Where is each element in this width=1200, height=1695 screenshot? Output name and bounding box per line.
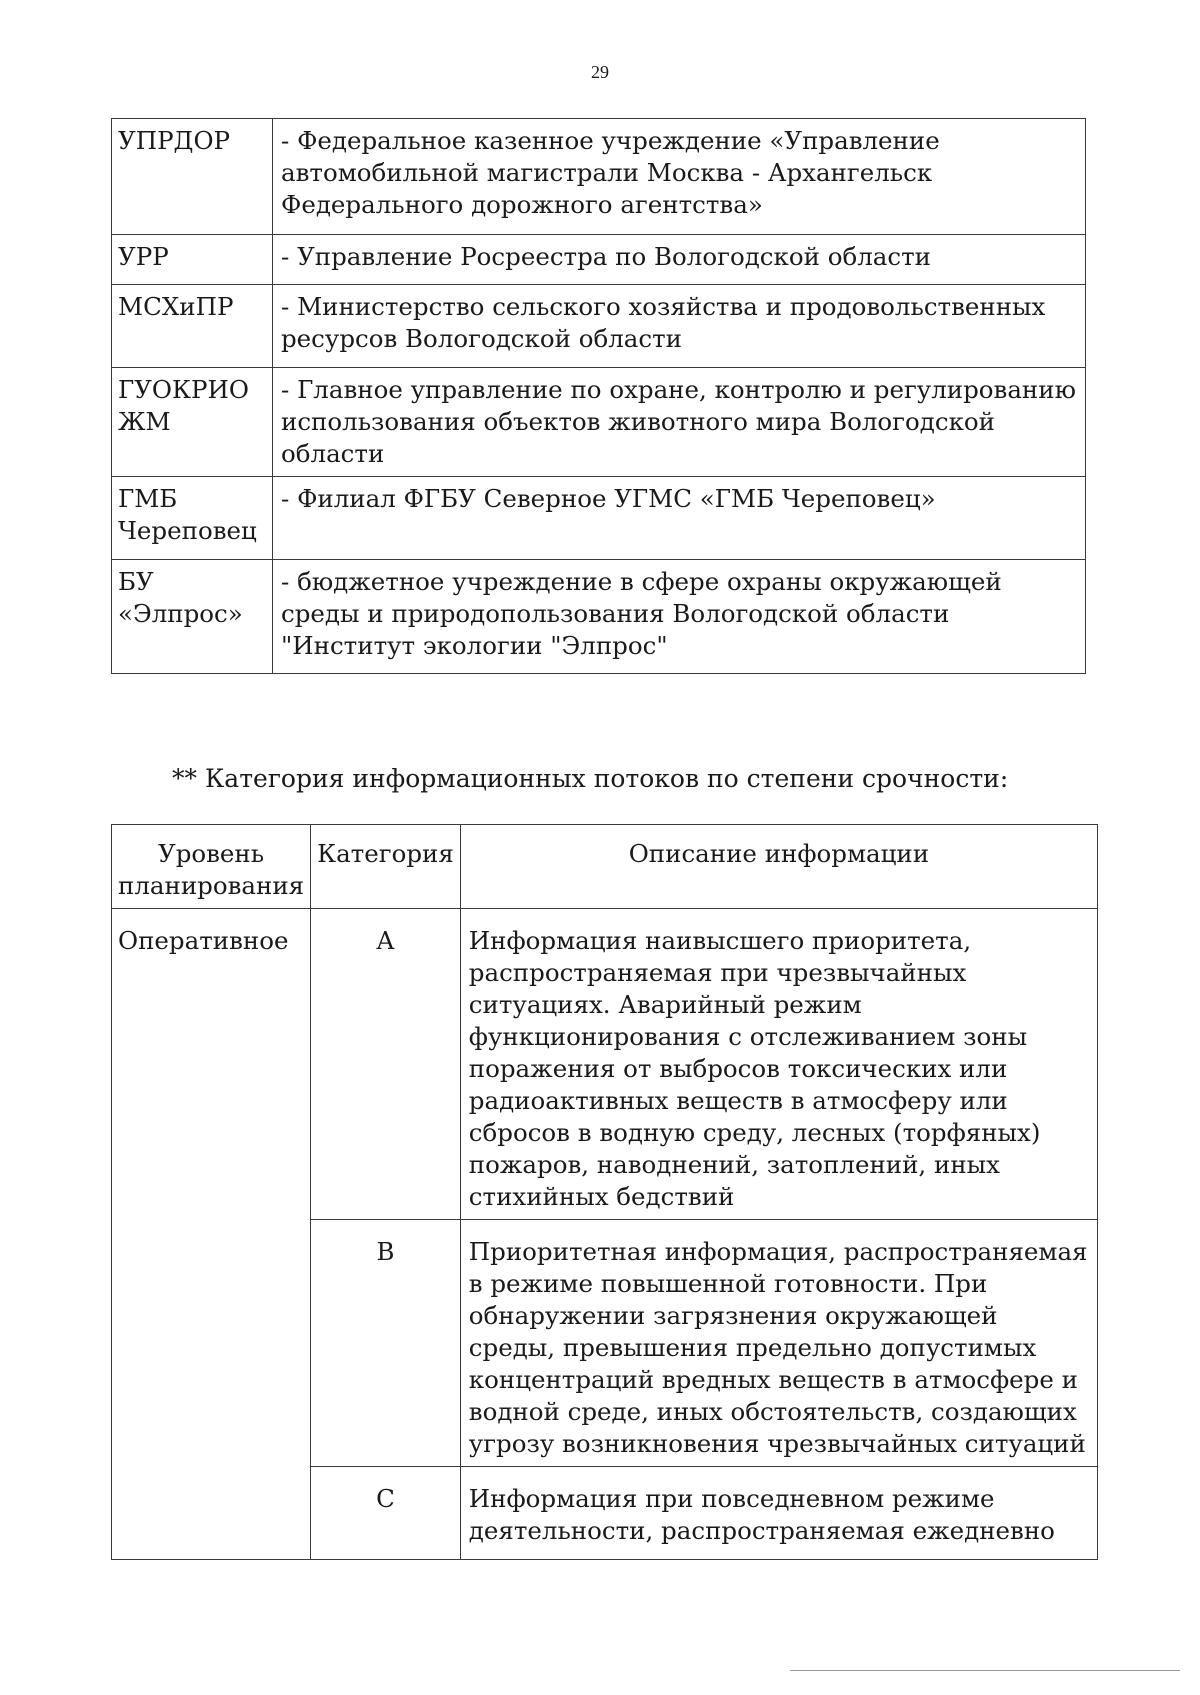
category-letter: В	[311, 1220, 461, 1467]
table-row	[112, 235, 1086, 285]
planning-level: Оперативное	[112, 909, 311, 1560]
category-description: Информация при повседневном режиме деятельности, распространяемая ежедневно	[460, 1467, 1097, 1560]
table-row	[112, 909, 1098, 1220]
category-description: Информация наивысшего приоритета, распространяемая при чрезвычайных ситуациях. Аварийный режим функционирования с отслеживанием зоны поражения от выбросов токсических или радиоактивных веществ в атмосферу или сбросов в водную среду, лесных (торфяных) пожаров, наводнений, затоплений, иных стихийных бедствий	[460, 909, 1097, 1220]
category-letter: С	[311, 1467, 461, 1560]
abbreviation: БУ «Элпрос»	[112, 560, 273, 674]
abbreviation: ГУОКРИО ЖМ	[112, 368, 273, 477]
abbreviation-description: - бюджетное учреждение в сфере охраны окружающей среды и природопользования Вологодской области "Институт экологии "Элпрос"	[273, 560, 1086, 674]
category-letter: А	[311, 909, 461, 1220]
table-row	[112, 368, 1086, 477]
table-row	[112, 477, 1086, 560]
table-row	[112, 119, 1086, 235]
abbreviations-table	[111, 118, 1086, 674]
header-planning-level: Уровень планирования	[112, 825, 311, 909]
abbreviation: МСХиПР	[112, 285, 273, 368]
table-row	[112, 285, 1086, 368]
scan-artifact-line	[790, 1670, 1180, 1671]
footnote-heading: ** Категория информационных потоков по степени срочности:	[172, 764, 1009, 793]
page-number: 29	[591, 62, 609, 82]
table-row	[112, 560, 1086, 674]
abbreviation-description: - Филиал ФГБУ Северное УГМС «ГМБ Череповец»	[273, 477, 1086, 560]
header-description: Описание информации	[460, 825, 1097, 909]
abbreviation: УРР	[112, 235, 273, 285]
category-description: Приоритетная информация, распространяемая в режиме повышенной готовности. При обнаружении загрязнения окружающей среды, превышения предельно допустимых концентраций вредных веществ в атмосфере и водной среде, иных обстоятельств, создающих угрозу возникновения чрезвычайных ситуаций	[460, 1220, 1097, 1467]
abbreviation-description: - Главное управление по охране, контролю и регулированию использования объектов животного мира Вологодской области	[273, 368, 1086, 477]
urgency-categories-table	[111, 824, 1098, 1560]
abbreviation-description: - Федеральное казенное учреждение «Управление автомобильной магистрали Москва - Архангельск Федерального дорожного агентства»	[273, 119, 1086, 235]
abbreviation-description: - Министерство сельского хозяйства и продовольственных ресурсов Вологодской области	[273, 285, 1086, 368]
header-category: Категория	[311, 825, 461, 909]
abbreviation: ГМБ Череповец	[112, 477, 273, 560]
table-header-row	[112, 825, 1098, 909]
abbreviation-description: - Управление Росреестра по Вологодской области	[273, 235, 1086, 285]
abbreviation: УПРДОР	[112, 119, 273, 235]
